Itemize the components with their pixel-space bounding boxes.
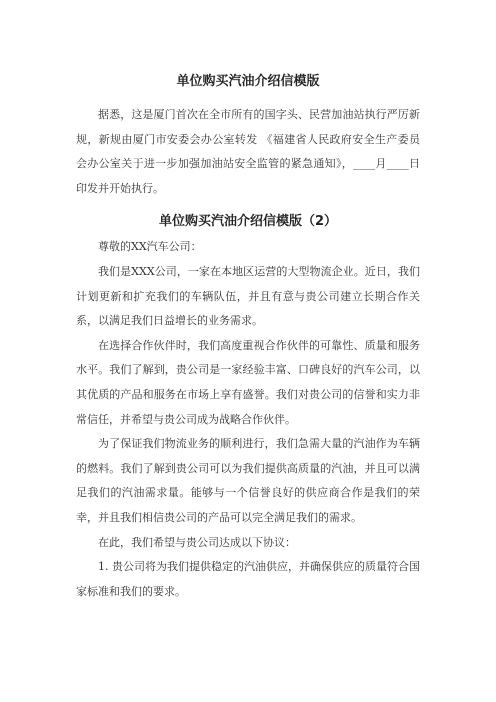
letter-title: 单位购买汽油介绍信模版（2） [158,214,338,230]
body-paragraph: 在此，我们希望与贵公司达成以下协议： [98,535,296,549]
body-paragraph: 为了保证我们物流业务的顺利进行，我们急需大量的汽油作为车辆的燃料。我们了解到贵公司可以为我们提供高质量的汽油，并且可以满足我们的汽油需求量。能够与一个信誉良好的供应商合作是我们的荣幸，并且我们相信贵公司的产品可以完全满足我们的需求。 [76,437,420,524]
document-title: 单位购买汽油介绍信模版 [176,74,320,89]
document-body [76,69,420,604]
salutation: 尊敬的XX汽车公司： [98,240,202,254]
body-paragraph: 在选择合作伙伴时，我们高度重视合作伙伴的可靠性、质量和服务水平。我们了解到，贵公司是一家经验丰富、口碑良好的汽车公司，以其优质的产品和服务在市场上享有盛誉。我们对贵公司的信誉和实力非常信任，并希望与贵公司成为战略合作伙伴。 [76,338,420,426]
agreement-item: 1. 贵公司将为我们提供稳定的汽油供应，并确保供应的质量符合国家标准和我们的要求。 [76,560,420,598]
intro-paragraph: 据悉，这是厦门首次在全市所有的国字头、民营加油站执行严厉新规，新规由厦门市安委会办公室转发 《福建省人民政府安全生产委员会办公室关于进一步加强加油站安全监管的紧急通知》，____月____日印发并开始执行。 [76,108,420,195]
body-paragraph: 我们是XXX公司，一家在本地区运营的大型物流企业。近日，我们计划更新和扩充我们的车辆队伍，并且有意与贵公司建立长期合作关系，以满足我们日益增长的业务需求。 [76,264,420,328]
